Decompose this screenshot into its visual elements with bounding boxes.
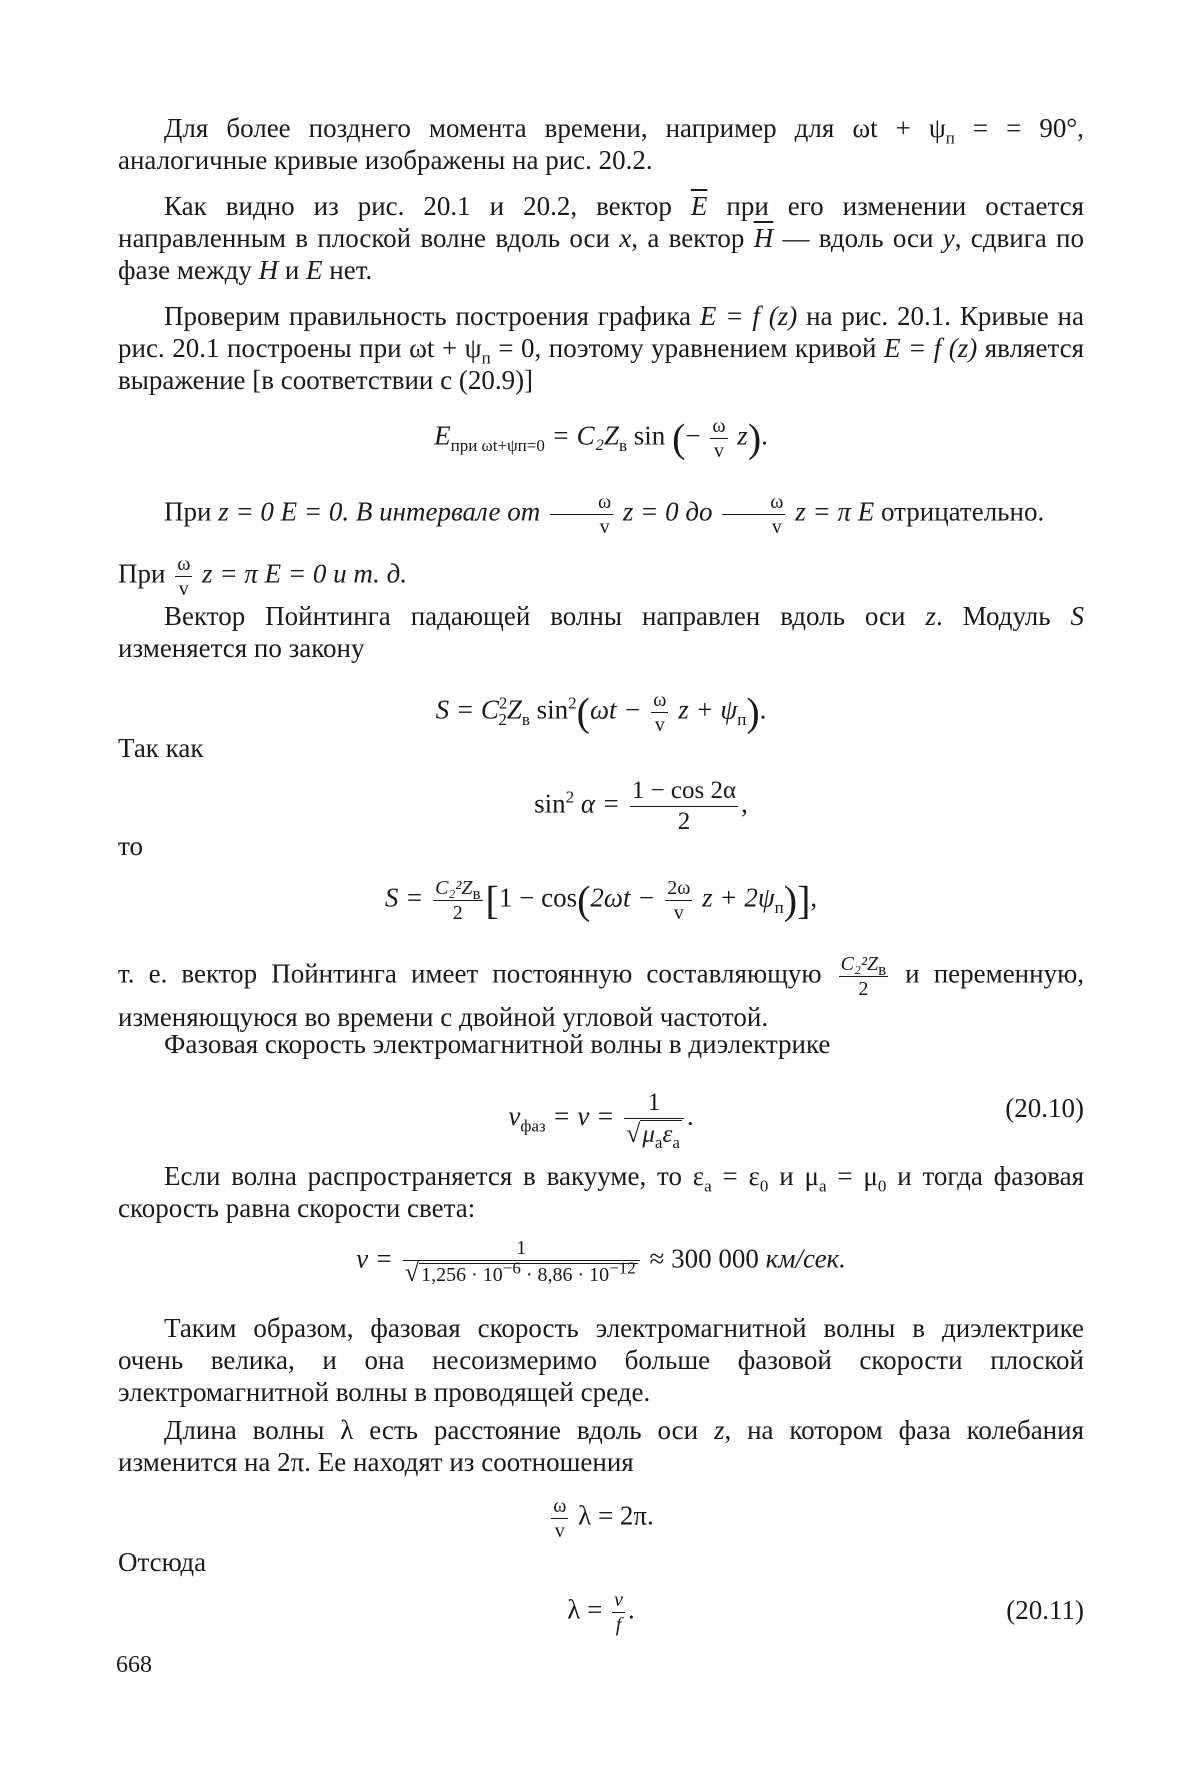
- paragraph-8: Фазовая скорость электромагнитной волны в диэлектрике: [164, 1029, 831, 1059]
- formula-wavelength: λ = $\frac{v}{f}$ .: [567, 1589, 635, 1636]
- paragraph-9: Если волна распространяется в вакууме, то $\varepsilon_а = \varepsilon_0$ и $\mu_а = \mu_0$ и тогда фазовая скорость равна скорости света:: [118, 1161, 1084, 1223]
- paragraph-2: Как видно из рис. 20.1 и 20.2, вектор $\overline{E}$ при его изменении остается направленным в плоской волне вдоль оси x, а вектор $\overline{H}$ — вдоль оси y, сдвига по фазе между H и E нет.: [118, 191, 1085, 285]
- paragraph-11: Длина волны λ есть расстояние вдоль оси z, на котором фаза колебания изменится на 2π. Ее находят из соотношения: [118, 1415, 1084, 1477]
- paragraph-4: При z = 0 E = 0. В интервале от $\frac{\omega}{v}$ z = 0 до $\frac{\omega}{v}$ z = π E отрицательно.: [164, 491, 1045, 538]
- formula-phase-velocity: $v_{фаз} = v$ = 1 $√\mu_а\varepsilon_а$ .: [508, 1089, 694, 1152]
- formula-e-at-phase-zero: $E_{при \omega t+\psi п=0} = C_2Z_в$ sin (− $\frac{\omega}{v}$ z).: [434, 415, 768, 462]
- equation-number-20-10: (20.10): [1005, 1093, 1084, 1123]
- formula-poynting-expanded: S = $C_2^2Z_в$ 2 [1 − cos(2ωt − $\frac{2\omega}{v}$ $z + 2\psi_п$)],: [384, 877, 818, 924]
- text-otsyuda: Отсюда: [118, 1547, 207, 1577]
- paragraph-6: Вектор Пойнтинга падающей волны направлен вдоль оси z. Модуль S изменяется по закону: [118, 601, 1084, 663]
- paragraph-10: Таким образом, фазовая скорость электромагнитной волны в диэлектрике очень велика, и она несоизмеримо больше фазовой скорости плоской электромагнитной волны в проводящей среде.: [118, 1313, 1084, 1407]
- page-number: 668: [116, 1652, 152, 1678]
- paragraph-7: т. е. вектор Пойнтинга имеет постоянную составляющую $C_2^2Z_в$ 2 и переменную, изменяющуюся во времени с двойной угловой частотой.: [118, 953, 1084, 1032]
- formula-sin-squared: $\sin^2 \alpha$ = $\frac{1 - \cos 2\alpha}{2}$ ,: [534, 777, 748, 835]
- paragraph-1: Для более позднего момента времени, например для $\omega t + \psi_п$ = = 90°, аналогичные кривые изображены на рис. 20.2.: [118, 113, 1084, 175]
- formula-speed-of-light: v = $\frac{1}{√ 1,256 \cdot 10^{-6} \cdot 8,86 \cdot 10^{-12}}$ ≈ 300 000 км/сек.: [356, 1237, 846, 1287]
- formula-poynting-modulus: $S = C^2_2Z_в$ $\sin^2(\omega t$ − $\frac{\omega}{v}$ $z + \psi_п$).: [435, 689, 767, 736]
- paragraph-5: При $\frac{\omega}{v}$ z = π E = 0 и т. д.: [118, 553, 408, 600]
- equation-number-20-11: (20.11): [1006, 1595, 1084, 1625]
- paragraph-3: Проверим правильность построения графика E = f (z) на рис. 20.1. Кривые на рис. 20.1 построены при $\omega t + \psi_п = 0$, поэтому уравнением кривой E = f (z) является выражение [в соответствии с (20.9)]: [118, 301, 1084, 395]
- text-to: то: [118, 831, 143, 861]
- text-tak-kak: Так как: [118, 733, 204, 763]
- formula-wavelength-relation: $\frac{\omega}{v}$ λ = 2π.: [553, 1495, 654, 1542]
